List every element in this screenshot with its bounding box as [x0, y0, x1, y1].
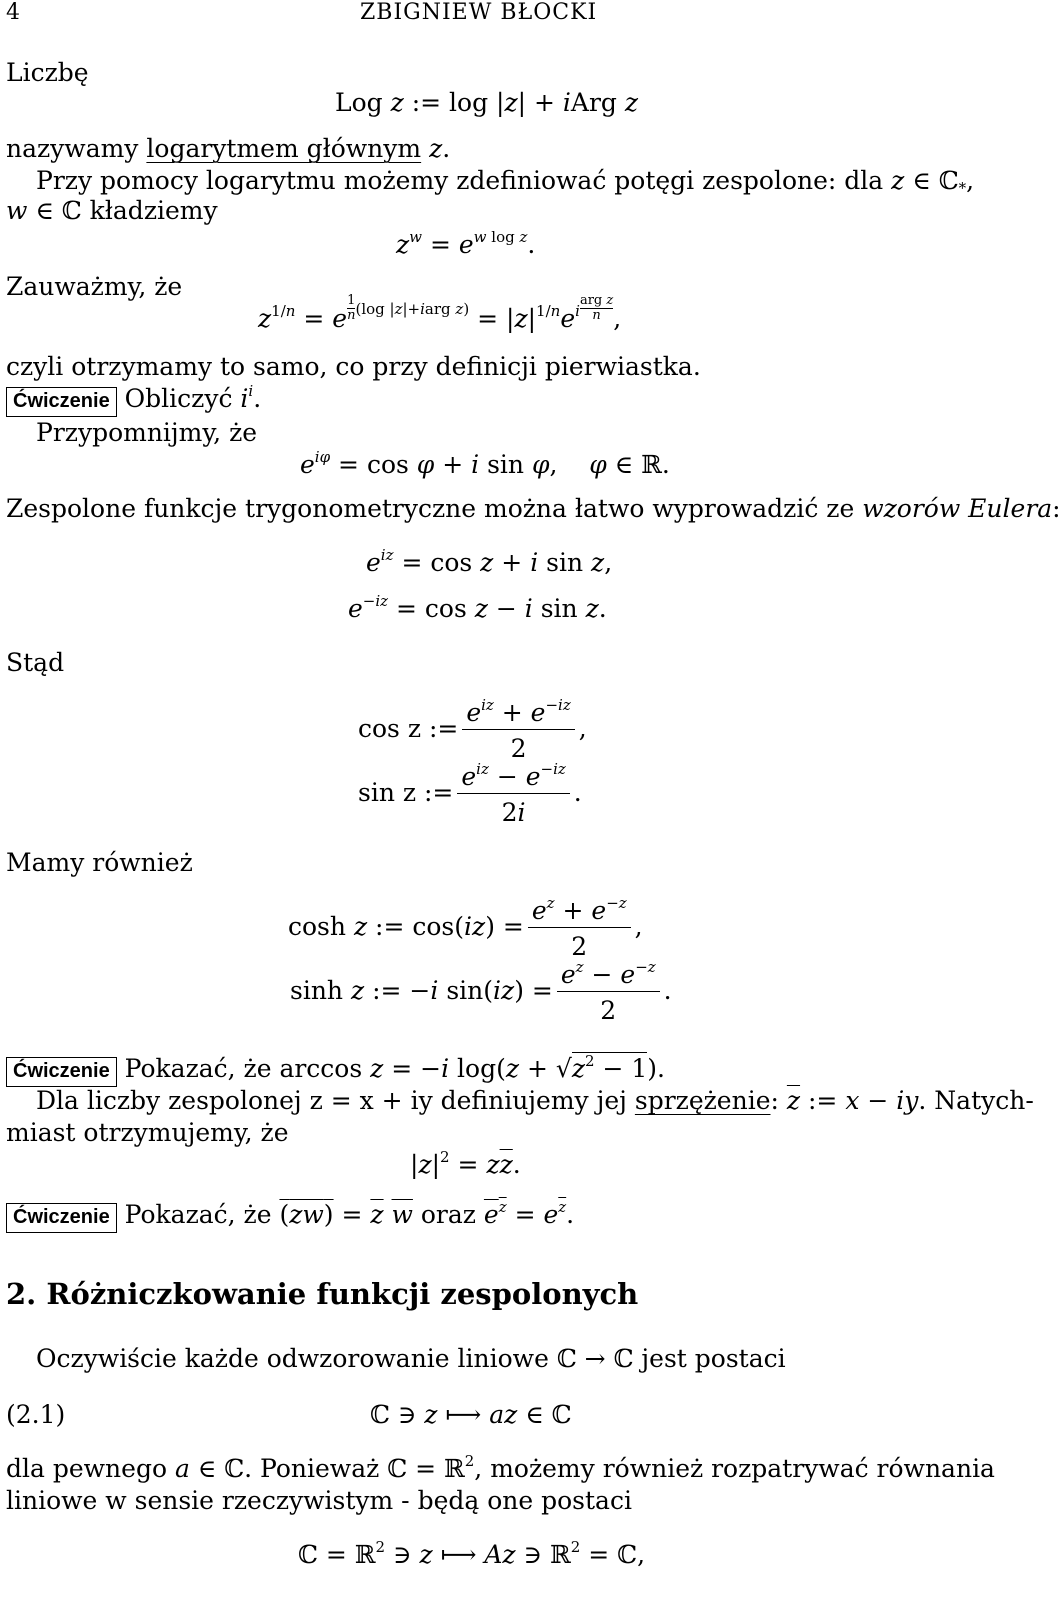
text-line: Przy pomocy logarytmu możemy zdefiniować potęgi zespolone: dla z ∈ ℂ$_*$,	[36, 166, 975, 197]
text-line: Zespolone funkcje trygonometryczne można łatwo wyprowadzić ze wzorów Eulera:	[6, 494, 1061, 523]
text-line: w ∈ ℂ kładziemy	[6, 196, 218, 225]
text-line: Zauważmy, że	[6, 272, 183, 301]
term-wzory-eulera: wzorów Eulera	[862, 494, 1053, 523]
text-line: Przypomnijmy, że	[36, 418, 258, 447]
equation-sinh: sinh z := −i sin(iz) = $\frac{e^z - e^{-z}}{2}$ .	[290, 958, 672, 1025]
equation-cos: cos z := $\frac{e^{iz} + e^{-iz}}{2}$ ,	[358, 696, 587, 763]
text-line: miast otrzymujemy, że	[6, 1118, 289, 1147]
text-line: Oczywiście każde odwzorowanie liniowe ℂ → ℂ jest postaci	[36, 1344, 786, 1373]
text-line: dla pewnego a ∈ ℂ. Ponieważ ℂ = ℝ$^2$, możemy również rozpatrywać równania	[6, 1452, 995, 1483]
text-line: Stąd	[6, 648, 65, 677]
text-line: Liczbę	[6, 58, 89, 87]
equation-euler-1: $e^{iz} = \cos z + i$ sin z,	[366, 546, 613, 577]
text-line: liniowe w sensie rzeczywistym - będą one postaci	[6, 1486, 632, 1515]
equation-last: ℂ = ℝ$^2$ ∋ z ⟼ Az ∋ ℝ$^2$ = ℂ,	[298, 1538, 646, 1569]
exercise-label: Ćwiczenie	[6, 1057, 117, 1087]
text-line: nazywamy logarytmem głównym z.	[6, 134, 451, 163]
equation-abs: $|z|^2 = z\overline{z}$.	[410, 1148, 521, 1179]
running-header: ZBIGNIEW BŁOCKI	[360, 0, 598, 25]
equation-number: (2.1)	[6, 1400, 66, 1429]
equation-cosh: cosh z := cos(iz) = $\frac{e^z + e^{-z}}{2}$ ,	[288, 894, 643, 961]
exercise-label: Ćwiczenie	[6, 1203, 117, 1233]
page-number: 4	[6, 0, 21, 25]
equation-euler-phi: $e^{i\varphi} = \cos \varphi + i$ sin φ, φ ∈ ℝ.	[300, 448, 670, 479]
equation-sin: sin z := $\frac{e^{iz} - e^{-iz}}{2i}$ .	[358, 760, 582, 827]
equation-log: Log z := log |z| + iArg z	[335, 88, 639, 117]
exercise-2: Ćwiczenie Pokazać, że arccos z = −i $\log(z + √z^2 - 1)$.	[6, 1056, 665, 1081]
equation-euler-2: $e^{-iz} = \cos z - i$ sin z.	[348, 592, 607, 623]
exercise-1: Ćwiczenie Obliczyć $i^i$.	[6, 386, 261, 411]
equation-root: $z^{1/n} = e$ $\frac{1}{n}$ $^{(log |z|+iarg z)} = |z|^{1/n}e^i$ arg z n ,	[258, 293, 622, 333]
term-logarytm-glowny: logarytmem głównym	[146, 134, 422, 163]
exercise-label: Ćwiczenie	[6, 387, 117, 417]
equation-power: $z^w = e^{w log z}$.	[396, 228, 536, 259]
text-line: Mamy również	[6, 848, 193, 877]
equation-2-1: ℂ ∋ z ⟼ az ∈ ℂ	[370, 1400, 572, 1429]
exercise-3: Ćwiczenie Pokazać, że $(zw) = \overline{z}$ $\overline{w}$ oraz $e^z = e^{\overline{z}}$.	[6, 1202, 574, 1227]
section-title: 2. Różniczkowanie funkcji zespolonych	[6, 1277, 639, 1311]
term-sprzezenie: sprzężenie	[634, 1086, 771, 1115]
text-line: Dla liczby zespolonej z = x + iy definiujemy jej sprzężenie: $\overline{z}$ := x − iy. Natych-	[36, 1086, 1034, 1115]
text-line: czyli otrzymamy to samo, co przy definicji pierwiastka.	[6, 352, 701, 381]
